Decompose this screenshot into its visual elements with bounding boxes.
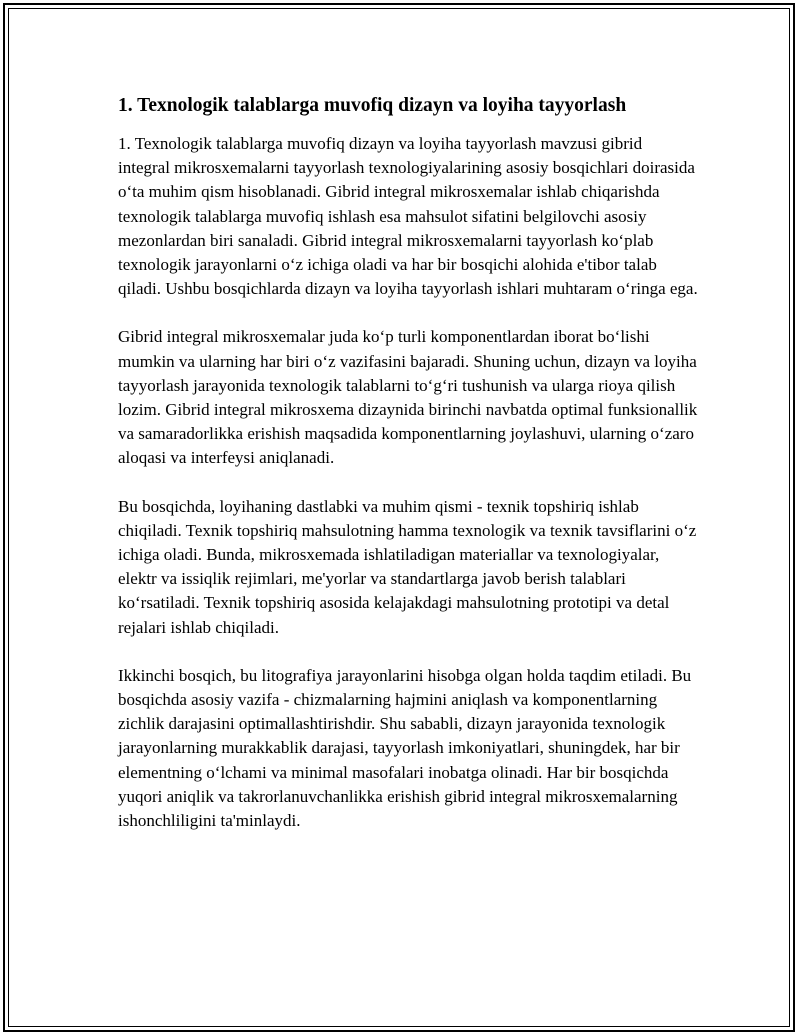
document-body <box>118 94 698 857</box>
paragraph-3: Bu bosqichda, loyihaning dastlabki va muhim qismi - texnik topshiriq ishlab chiqiladi. Texnik topshiriq mahsulotning hamma texnologik va texnik tavsiflarini o‘z ichiga oladi. Bunda, mikrosxemada ishlatiladigan materiallar va texnologiyalar, elektr va issiqlik rejimlari, me'yorlar va standartlarga javob berish talablari ko‘rsatiladi. Texnik topshiriq asosida kelajakdagi mahsulotning prototipi va detal rejalari ishlab chiqiladi. <box>118 496 697 637</box>
paragraph-1: 1. Texnologik talablarga muvofiq dizayn va loyiha tayyorlash mavzusi gibrid integral mikrosxemalarni tayyorlash texnologiyalarining asosiy bosqichlari doirasida o‘ta muhim qism hisoblanadi. Gibrid integral mikrosxemalar ishlab chiqarishda texnologik talablarga muvofiq ishlash esa mahsulot sifatini belgilovchi asosiy mezonlardan biri sanaladi. Gibrid integral mikrosxemalarni tayyorlash ko‘plab texnologik jarayonlarni o‘z ichiga oladi va har bir bosqichi alohida e'tibor talab qiladi. Ushbu bosqichlarda dizayn va loyiha tayyorlash ishlari muhtaram o‘ringa ega. <box>118 134 698 299</box>
document-title: 1. Texnologik talablarga muvofiq dizayn va loyiha tayyorlash <box>118 95 627 116</box>
paragraph-2: Gibrid integral mikrosxemalar juda ko‘p turli komponentlardan iborat bo‘lishi mumkin va ularning har biri o‘z vazifasini bajaradi. Shuning uchun, dizayn va loyiha tayyorlash jarayonida texnologik talablarni to‘g‘ri tushunish va ularga rioya qilish lozim. Gibrid integral mikrosxema dizaynida birinchi navbatda optimal funksionallik va samaradorlikka erishish maqsadida komponentlarning joylashuvi, ularning o‘zaro aloqasi va interfeysi aniqlanadi. <box>118 327 698 468</box>
paragraph-4: Ikkinchi bosqich, bu litografiya jarayonlarini hisobga olgan holda taqdim etiladi. Bu bosqichda asosiy vazifa - chizmalarning hajmini aniqlash va komponentlarning zichlik darajasini optimallashtirishdir. Shu sababli, dizayn jarayonida texnologik jarayonlarning murakkablik darajasi, tayyorlash imkoniyatlari, shuningdek, har bir elementning o‘lchami va minimal masofalari inobatga olinadi. Har bir bosqichda yuqori aniqlik va takrorlanuvchanlikka erishish gibrid integral mikrosxemalarning ishonchliligini ta'minlaydi. <box>118 665 692 831</box>
